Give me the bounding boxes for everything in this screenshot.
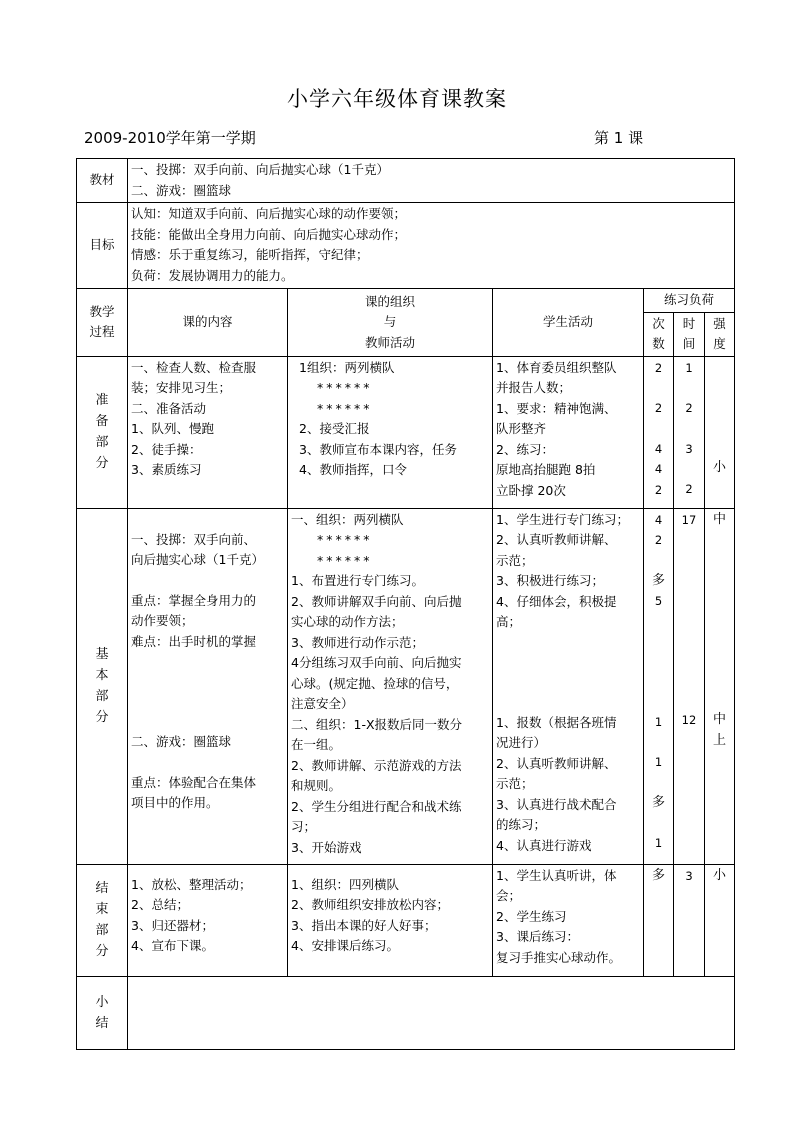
basic-duration-value [677,570,701,590]
basic-org-line: 2、学生分组进行配合和战术练 [291,798,462,814]
basic-duration [674,508,705,864]
prep-student-line: 1、要求：精神饱满、 [496,400,617,416]
basic-student-line: 况进行） [496,735,547,750]
basic-content-line: 难点：出手时机的掌握 [131,633,257,649]
lesson-plan-table [76,158,735,1050]
prep-duration-value [677,378,701,398]
basic-content [128,508,288,864]
prep-times-value: 4 [654,462,663,476]
header-times-line: 次 [652,315,665,331]
header-duration-line: 时 [682,315,696,331]
prep-intensity-value [708,438,731,458]
basic-org-line: 2、教师讲解、示范游戏的方法 [291,757,462,773]
end-times: 多 [644,864,674,976]
end-content-line: 4、宣布下课。 [131,938,214,953]
basic-duration-value [677,690,701,710]
basic-duration-value [677,530,701,550]
prep-student-line: 2、练习： [496,441,554,457]
basic-org-line: 和规则。 [291,778,342,793]
basic-content-line [131,692,284,712]
materials-line: 二、游戏：圈篮球 [131,182,232,198]
prep-content [128,356,288,508]
prep-content-line: 二、准备活动 [131,400,207,416]
basic-times-value [647,732,670,752]
prep-org-line: 3、教师宣布本课内容，任务 [299,441,457,457]
basic-duration-value: 12 [681,713,697,727]
basic-intensity [705,508,735,864]
basic-content-line [131,712,284,732]
basic-duration-value: 17 [681,512,697,527]
prep-content-line: 2、徒手操： [131,441,202,457]
basic-label-char: 部 [95,689,109,704]
summary-label-char: 小 [95,994,109,1010]
end-student-line: 3、课后练习： [496,929,579,944]
basic-times-value: 2 [654,533,663,547]
basic-student [493,508,644,864]
basic-org-line: 一、组织：两列横队 [291,511,404,527]
basic-student-line: 示范； [496,552,534,568]
prep-times-value: 2 [654,360,663,375]
basic-content-line: 项目中的作用。 [131,795,219,810]
header-duration-line: 间 [682,336,696,351]
header-times-line: 数 [652,336,665,351]
basic-intensity-value [708,650,731,670]
prep-label-char: 部 [95,435,109,450]
header-org-line: 课的组织 [364,293,415,309]
basic-org-line: 二、组织：1-X报数后同一数分 [291,716,463,732]
end-org-line: 2、教师组织安排放松内容； [291,897,449,912]
goals-row [77,203,735,289]
basic-duration-value [677,670,701,690]
end-content [128,864,288,976]
basic-student-line: 2、认真听教师讲解、 [496,532,617,547]
goal-line: 负荷：发展协调用力的能力。 [131,267,294,283]
header-org-line: 教师活动 [364,334,415,350]
prep-student-line: 队形整齐 [496,421,547,436]
end-content-line: 1、放松、整理活动； [131,876,252,892]
prep-times [644,356,674,508]
basic-content-line [131,510,284,530]
basic-content-line: 重点：掌握全身用力的 [131,592,257,608]
prep-content-line: 一、检查人数、检查服 [131,359,257,375]
end-org-line: 1、组织：四列横队 [291,876,399,892]
header-intensity [705,312,735,356]
end-org-line: 3、指出本课的好人好事； [291,917,437,933]
end-student-line: 复习手推实心球动作。 [496,949,622,965]
header-org [288,289,493,357]
basic-student-line [496,633,640,653]
prep-label-char: 备 [95,414,109,429]
end-student [493,864,644,976]
end-row [77,864,735,976]
prep-duration-value: 1 [685,360,693,375]
basic-org-line: 3、开始游戏 [291,839,362,855]
prep-intensity-value: 小 [713,459,727,475]
header-process [77,289,128,357]
prep-student-line: 原地高抬腿跑 8拍 [496,462,596,477]
basic-org-line: 在一组。 [291,737,342,752]
basic-duration-value [677,550,701,570]
basic-student-line: 的练习； [496,817,547,832]
basic-intensity-value [708,550,731,570]
basic-content-line: 动作要领； [131,613,194,628]
formation-stars: ****** [317,380,373,395]
basic-duration-value [677,630,701,650]
materials-label: 教材 [77,159,128,203]
basic-times-value [647,692,670,712]
prep-times-value: 2 [654,482,663,497]
prep-label [77,356,128,508]
basic-content-line [131,672,284,692]
basic-times-value [647,612,670,632]
goal-line: 认知：知道双手向前、向后抛实心球的动作要领； [131,206,407,221]
basic-times [644,508,674,864]
header-intensity-line: 强 [713,315,726,331]
end-student-line: 1、学生认真听讲，体 [496,867,617,883]
basic-intensity-value: 中 [713,511,727,527]
header-times [644,312,674,356]
basic-duration-value [677,650,701,670]
header-row [77,289,735,313]
basic-intensity-value: 中 [713,712,727,727]
prep-content-line: 3、素质练习 [131,462,202,477]
end-intensity: 小 [705,864,735,976]
prep-student-line: 1、体育委员组织整队 [496,359,617,375]
basic-org-line: 习； [291,819,317,834]
basic-org [288,508,493,864]
prep-label-char: 准 [95,393,109,408]
prep-duration-value [677,419,701,439]
goals-label: 目标 [77,203,128,289]
header-load: 练习负荷 [644,289,735,313]
basic-label [77,508,128,864]
basic-times-value: 1 [654,836,663,850]
prep-intensity-value [708,378,731,398]
basic-student-line [496,673,640,693]
prep-intensity [705,356,735,508]
term-label: 2009-2010学年第一学期 [84,129,256,147]
header-org-line: 与 [383,314,397,329]
basic-student-line: 4、认真进行游戏 [496,837,592,853]
basic-times-value [647,551,670,571]
basic-intensity-value [708,690,731,710]
basic-student-line [496,693,640,713]
basic-intensity-value [708,610,731,630]
basic-student-line: 3、认真进行战术配合 [496,796,617,812]
prep-duration-value: 3 [685,441,693,456]
header-content: 课的内容 [128,289,288,357]
basic-intensity-value [708,590,731,610]
basic-times-value [647,652,670,672]
goal-line: 情感：乐于重复练习，能听指挥，守纪律； [131,247,369,262]
basic-content-line: 重点：体验配合在集体 [131,774,257,790]
formation-stars: ****** [317,400,373,416]
basic-org-line: 3、教师进行动作示范； [291,634,424,650]
basic-intensity-value [708,670,731,690]
end-label-char: 部 [95,923,109,938]
materials-line: 一、投掷：双手向前、向后抛实心球（1千克） [131,162,389,177]
prep-content-line: 1、队列、慢跑 [131,421,214,436]
prep-duration-value: 2 [685,482,693,496]
basic-org-line: 注意安全） [291,696,354,711]
prep-content-line: 装；安排见习生； [131,380,232,395]
basic-content-line [131,652,284,672]
formation-stars: ****** [317,552,373,568]
basic-times-value [647,632,670,652]
prep-times-value: 4 [654,441,663,456]
basic-org-line: 1、布置进行专门练习。 [291,573,424,588]
basic-times-value: 多 [651,794,665,810]
end-label-char: 分 [95,944,109,959]
end-label-char: 结 [95,881,109,896]
summary-label [77,976,128,1049]
prep-student-line: 立卧撑 20次 [496,482,566,498]
basic-student-line: 1、学生进行专门练习； [496,511,629,527]
basic-duration-value [677,590,701,610]
end-student-line: 2、学生练习 [496,908,567,924]
lesson-number: 第 1 课 [594,129,644,147]
prep-org-line: 4、教师指挥，口令 [299,462,407,477]
basic-intensity-value [708,530,731,550]
prep-duration [674,356,705,508]
basic-org-line: 实心球的动作方法； [291,614,404,629]
end-org [288,864,493,976]
prep-label-char: 分 [95,456,109,471]
basic-times-value: 1 [654,714,663,729]
prep-student [493,356,644,508]
basic-student-line: 3、积极进行练习； [496,573,604,588]
basic-student-line: 高； [496,614,522,629]
basic-times-value [647,672,670,692]
basic-times-value [647,773,670,793]
prep-row [77,356,735,508]
end-content-line: 3、归还器材； [131,917,214,933]
end-content-line: 2、总结； [131,897,189,912]
summary-label-char: 结 [95,1015,109,1031]
basic-org-line: 心球。(规定抛、捡球的信号， [291,675,459,691]
basic-content-line: 向后抛实心球（1千克） [131,552,264,567]
basic-content-line: 一、投掷：双手向前、 [131,531,257,547]
prep-org-line: 1组织：两列横队 [299,359,395,375]
formation-stars: ****** [317,532,373,547]
prep-org [288,356,493,508]
prep-org-line: 2、接受汇报 [299,421,370,436]
basic-student-line [496,653,640,673]
basic-label-char: 本 [95,668,109,683]
basic-label-char: 基 [95,647,109,662]
basic-content-line [131,753,284,773]
basic-times-value: 4 [654,512,663,527]
prep-times-value [647,419,670,439]
basic-content-line [131,571,284,591]
prep-times-value: 2 [654,401,663,415]
prep-intensity-value [708,358,731,378]
basic-times-value [647,813,670,833]
basic-org-line: 2、教师讲解双手向前、向后抛 [291,593,462,609]
basic-intensity-value [708,570,731,590]
basic-intensity-value [708,630,731,650]
end-label [77,864,128,976]
header-process-line: 过程 [89,324,115,340]
basic-label-char: 分 [95,710,109,725]
prep-duration-value: 2 [685,401,693,415]
end-duration: 3 [674,864,705,976]
header-student: 学生活动 [493,289,644,357]
summary-row [77,976,735,1049]
end-label-char: 束 [95,902,109,917]
page-title: 小学六年级体育课教案 [287,87,507,111]
basic-org-line: 4分组练习双手向前、向后抛实 [291,655,462,670]
basic-times-value: 1 [654,755,663,769]
summary-content [128,976,735,1049]
prep-intensity-value [708,398,731,418]
basic-student-line: 1、报数（根据各班情 [496,714,617,730]
prep-times-value [647,378,670,398]
goals-content [128,203,735,289]
basic-student-line: 示范； [496,776,534,791]
basic-student-line: 2、认真听教师讲解、 [496,755,617,771]
end-org-line: 4、安排课后练习。 [291,938,399,953]
basic-row [77,508,735,864]
prep-intensity-value [708,418,731,438]
basic-duration-value [677,610,701,630]
basic-student-line: 4、仔细体会，积极提 [496,593,617,609]
header-duration [674,312,705,356]
prep-student-line: 并报告人数； [496,380,572,395]
materials-content [128,159,735,203]
materials-row [77,159,735,203]
prep-duration-value [677,459,701,479]
basic-intensity-value: 上 [713,732,727,748]
basic-times-value: 5 [654,594,663,608]
basic-content-line: 二、游戏：圈篮球 [131,734,232,749]
goal-line: 技能：能做出全身用力向前、向后抛实心球动作； [131,226,407,242]
header-process-line: 教学 [89,303,115,319]
header-intensity-line: 度 [713,336,726,351]
end-student-line: 会； [496,888,522,903]
basic-times-value: 多 [651,572,665,588]
